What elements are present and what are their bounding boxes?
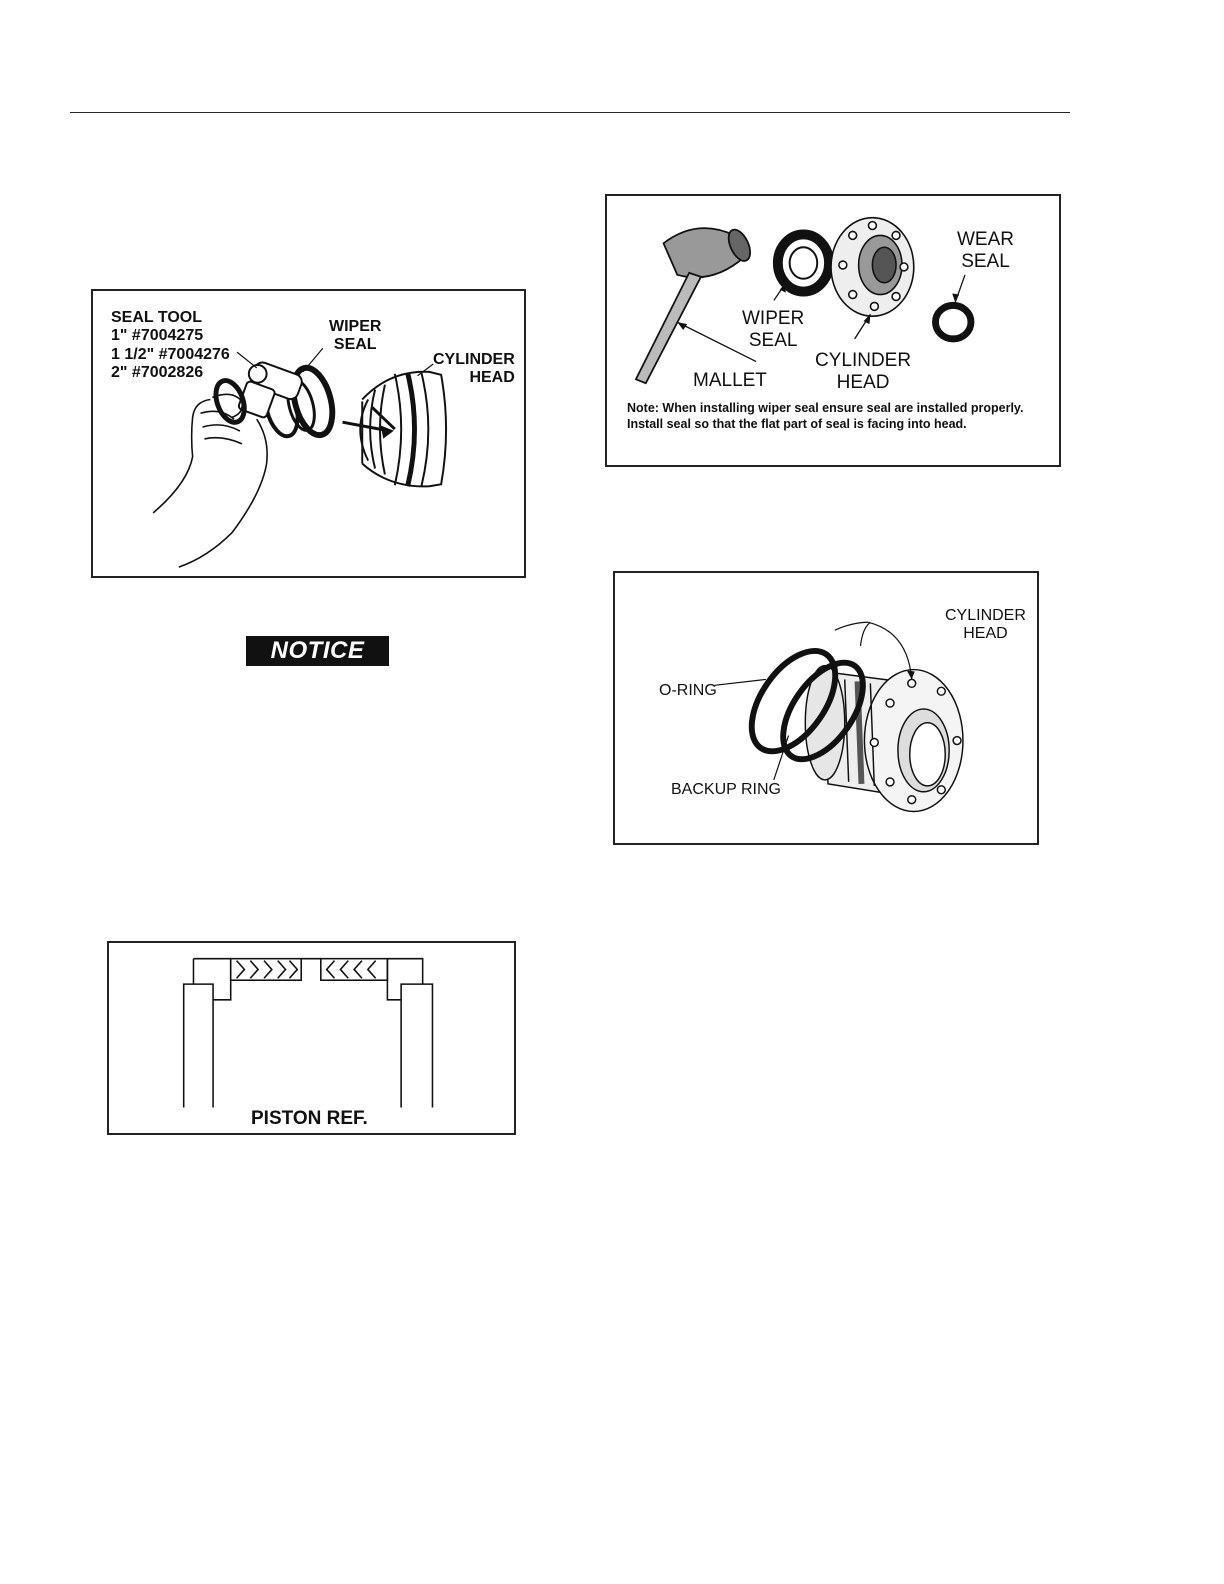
- o-ring-label: O-RING: [659, 682, 717, 699]
- header-rule: [70, 112, 1070, 113]
- backup-ring-label: BACKUP RING: [671, 781, 781, 798]
- figure-seal-tool: [91, 289, 526, 578]
- seal-tool-title: SEAL TOOL: [111, 309, 202, 326]
- cylinder-head-label-2: HEAD: [836, 371, 890, 393]
- seal-tool-size-1: 1" #7004275: [111, 327, 204, 345]
- installation-note: Note: When installing wiper seal ensure seal are installed properly. Install seal so that the flat part of seal is facing into head.: [627, 401, 1024, 432]
- cylinder-head-label-1: CYLINDER: [945, 607, 1026, 624]
- seal-tool-size-1-5: 1 1/2" #7004276: [111, 345, 230, 363]
- cylinder-head-drawing: [831, 218, 914, 317]
- cylinder-head-label-2: HEAD: [469, 369, 515, 387]
- wear-seal-label-2: SEAL: [961, 250, 1010, 272]
- wiper-seal-label-1: WIPER: [742, 308, 805, 329]
- figure-piston-ref: [107, 941, 516, 1135]
- wiper-seal-label-2: SEAL: [333, 336, 377, 354]
- wiper-seal-label-2: SEAL: [748, 329, 798, 351]
- piston-ref-label: PISTON REF.: [251, 1108, 368, 1129]
- cylinder-head-label-1: CYLINDER: [433, 351, 515, 368]
- piston-ref-illustration: [109, 943, 514, 1133]
- seal-tool-size-2: 2" #7002826: [111, 364, 204, 382]
- wear-seal-label-1: WEAR: [957, 229, 1014, 250]
- mallet-drawing: [636, 226, 755, 383]
- wiper-seal-label-1: WIPER: [329, 318, 382, 335]
- mallet-label: MALLET: [693, 370, 767, 391]
- cylinder-head-drawing: [805, 666, 963, 812]
- notice-badge: NOTICE: [246, 636, 389, 666]
- figure-oring-backup: [613, 571, 1039, 845]
- cylinder-head-label-2: HEAD: [963, 625, 1008, 643]
- cylinder-head-label-1: CYLINDER: [815, 350, 912, 371]
- wear-seal-drawing: [935, 305, 970, 339]
- figure-mallet-seals: [605, 194, 1061, 467]
- cylinder-head-drawing: [343, 372, 447, 487]
